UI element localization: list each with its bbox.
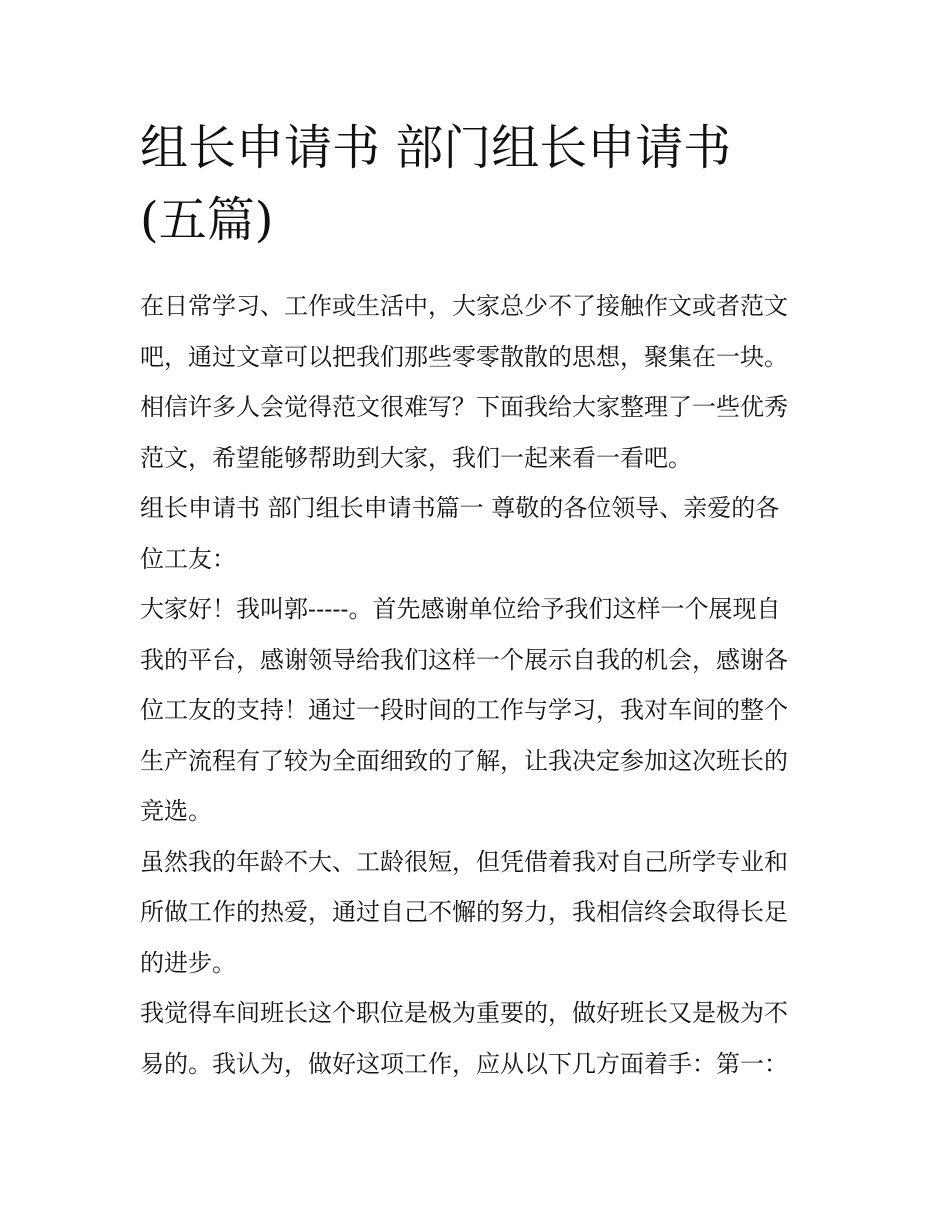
body-line: 虽然我的年龄不大、工龄很短，但凭借着我对自己所学专业和 <box>140 847 788 876</box>
body-line: 我的平台，感谢领导给我们这样一个展示自我的机会，感谢各 <box>140 645 788 674</box>
body-line: 的进步。 <box>140 948 236 977</box>
title-line: 组长申请书 部门组长申请书 <box>140 120 732 176</box>
document-body <box>140 281 820 1089</box>
document-title <box>140 112 820 256</box>
body-line: 生产流程有了较为全面细致的了解，让我决定参加这次班长的 <box>140 746 788 775</box>
body-line: 位工友： <box>140 544 236 573</box>
body-line: 我觉得车间班长这个职位是极为重要的，做好班长又是极为不 <box>140 999 788 1027</box>
body-line: 相信许多人会觉得范文很难写？下面我给大家整理了一些优秀 <box>140 393 788 421</box>
body-line: 位工友的支持！通过一段时间的工作与学习，我对车间的整个 <box>140 696 788 724</box>
body-line: 易的。我认为，做好这项工作，应从以下几方面着手：第一： <box>140 1049 788 1078</box>
body-line: 组长申请书 部门组长申请书篇一 尊敬的各位领导、亲爱的各 <box>140 494 780 522</box>
title-line: (五篇) <box>140 192 274 248</box>
body-line: 大家好！我叫郭-----。首先感谢单位给予我们这样一个展现自 <box>140 595 781 623</box>
body-line: 所做工作的热爱，通过自己不懈的努力，我相信终会取得长足 <box>140 898 788 926</box>
body-line: 吧，通过文章可以把我们那些零零散散的思想，聚集在一块。 <box>140 342 788 371</box>
body-line: 范文，希望能够帮助到大家，我们一起来看一看吧。 <box>140 443 692 472</box>
body-line: 竞选。 <box>140 797 212 825</box>
body-line: 在日常学习、工作或生活中，大家总少不了接触作文或者范文 <box>140 292 788 320</box>
